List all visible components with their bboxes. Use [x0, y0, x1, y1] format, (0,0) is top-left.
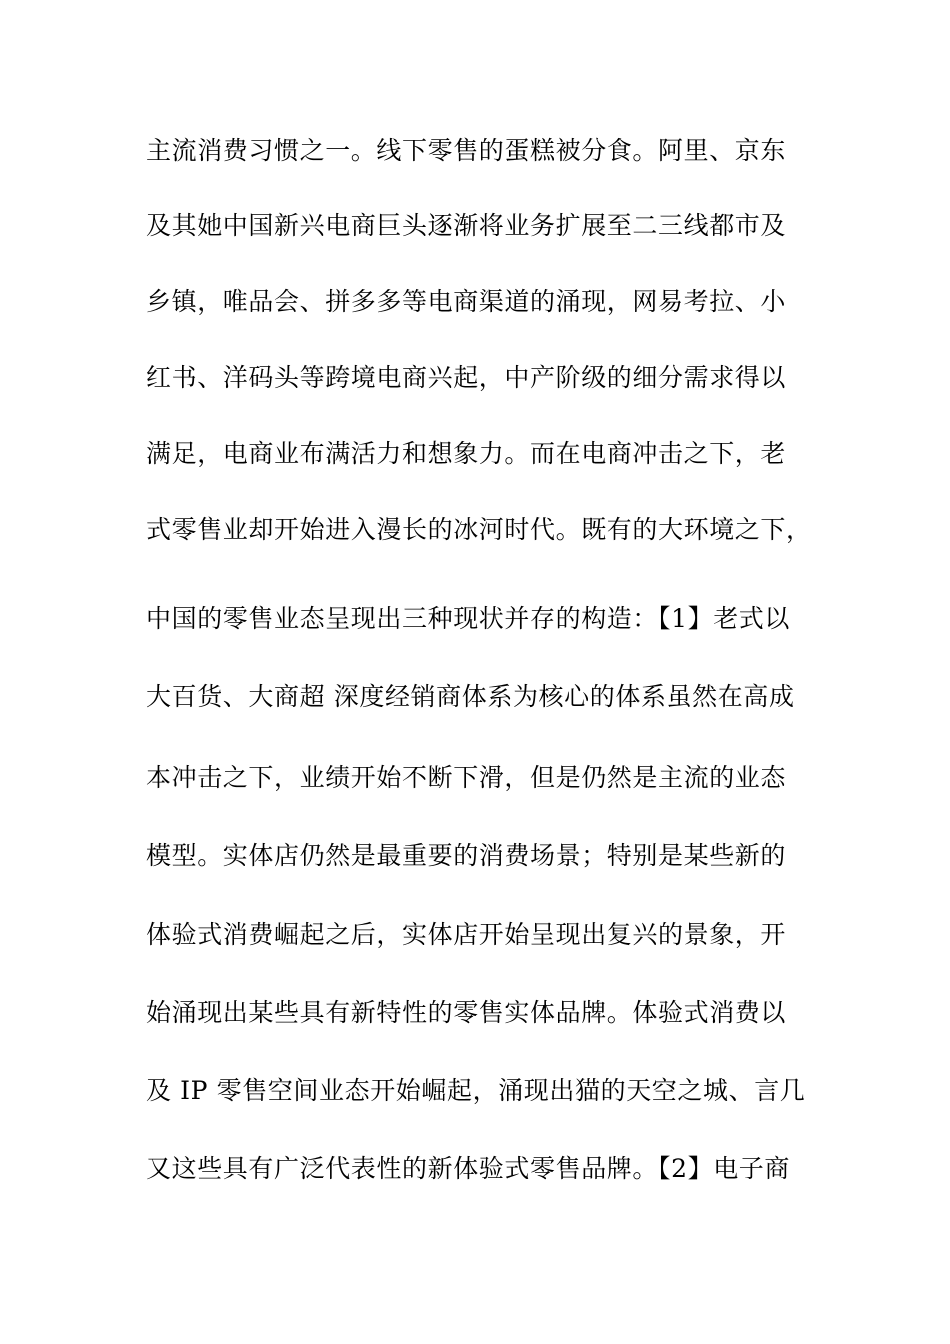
text-line: 本冲击之下，业绩开始不断下滑，但是仍然是主流的业态 [146, 763, 787, 792]
text-line: 体验式消费崛起之后，实体店开始呈现出复兴的景象，开 [146, 920, 787, 949]
text-line: 及 IP 零售空间业态开始崛起，涌现出猫的天空之城、言几 [146, 1076, 806, 1105]
text-line: 主流消费习惯之一。线下零售的蛋糕被分食。阿里、京东 [146, 136, 787, 165]
text-line: 乡镇，唯品会、拼多多等电商渠道的涌现，网易考拉、小 [146, 287, 787, 316]
text-line: 及其她中国新兴电商巨头逐渐将业务扩展至二三线都市及 [146, 211, 787, 240]
text-line: 红书、洋码头等跨境电商兴起，中产阶级的细分需求得以 [146, 363, 787, 392]
text-line: 始涌现出某些具有新特性的零售实体品牌。体验式消费以 [146, 998, 787, 1027]
text-line: 大百货、大商超 深度经销商体系为核心的体系虽然在高成 [146, 682, 795, 711]
text-line: 中国的零售业态呈现出三种现状并存的构造：【1】老式以 [146, 604, 791, 633]
text-line: 模型。实体店仍然是最重要的消费场景；特别是某些新的 [146, 841, 787, 870]
text-line: 满足，电商业布满活力和想象力。而在电商冲击之下，老 [146, 439, 787, 468]
text-line: 式零售业却开始进入漫长的冰河时代。既有的大环境之下， [146, 515, 812, 544]
text-line: 又这些具有广泛代表性的新体验式零售品牌。【2】电子商 [146, 1154, 791, 1183]
